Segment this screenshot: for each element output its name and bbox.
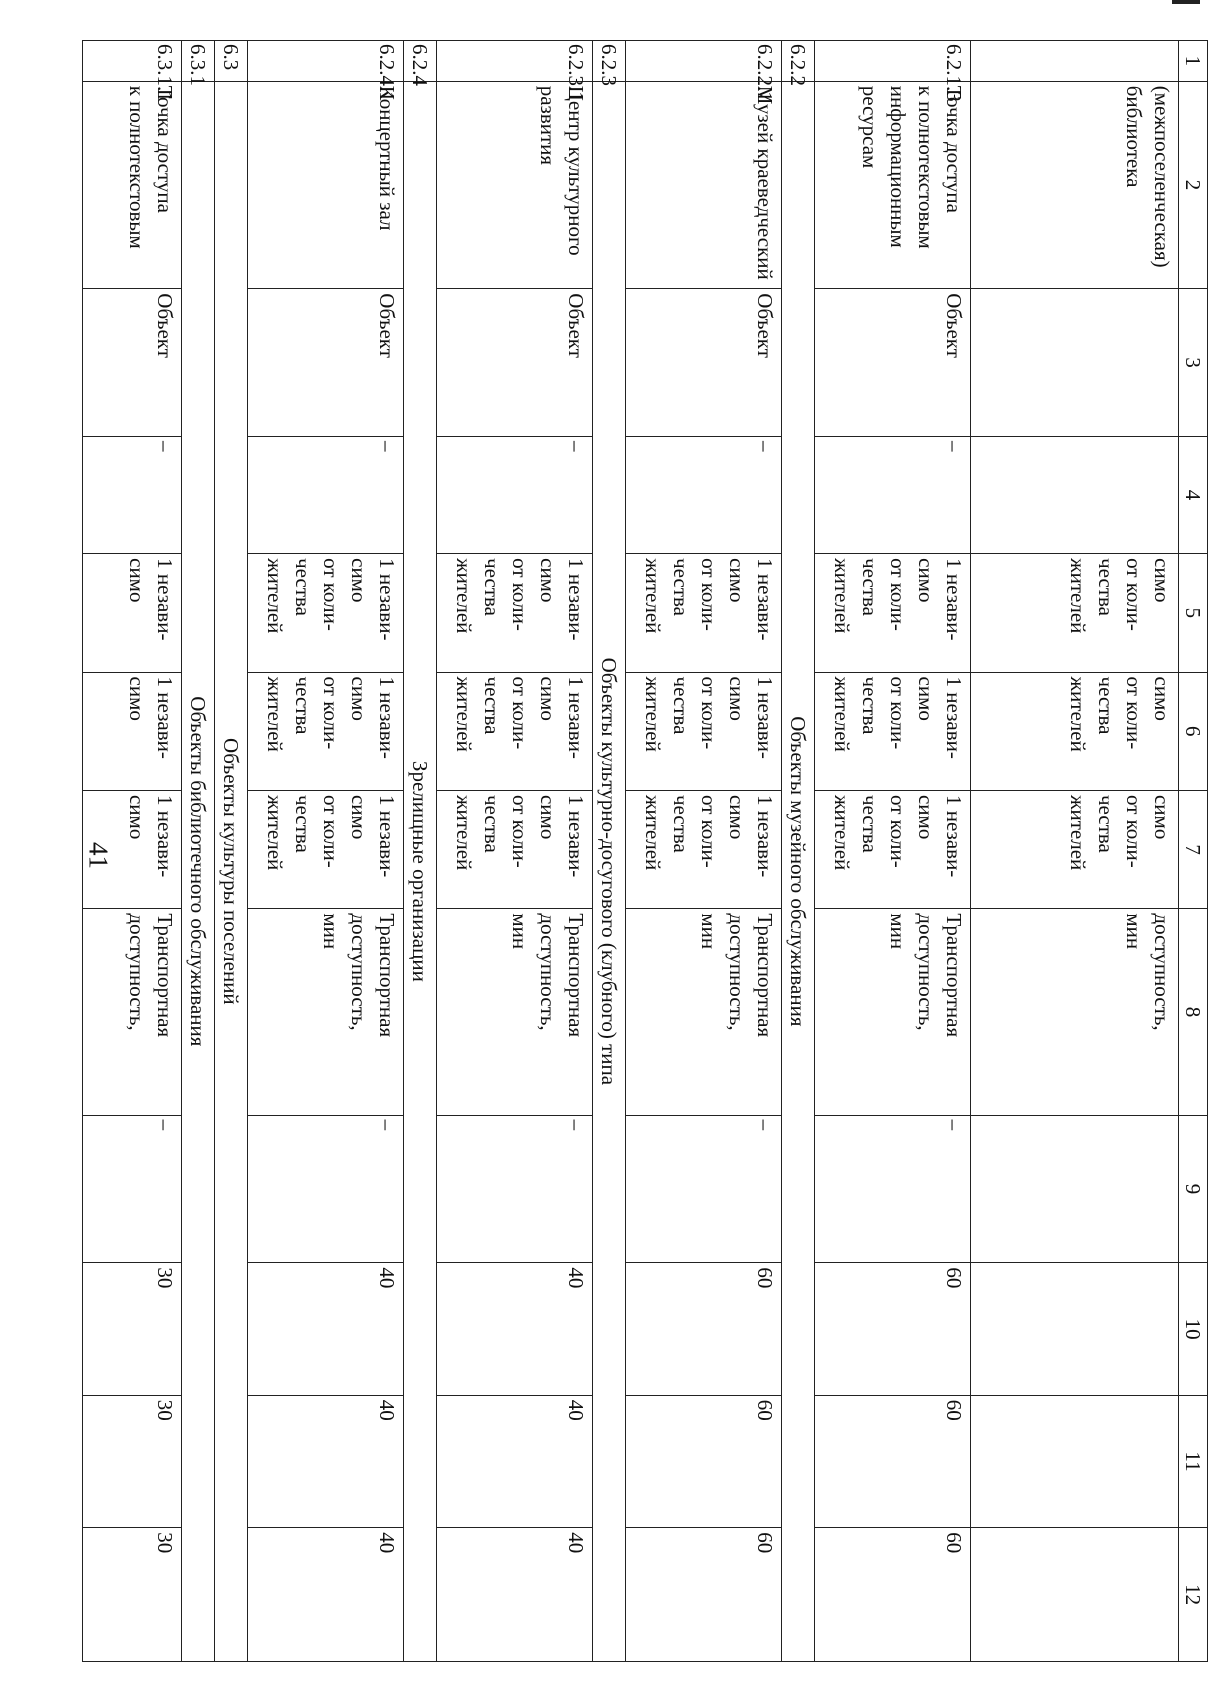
cell-text: Транспортная доступность, мин <box>886 913 966 1038</box>
table-cell-col-1 <box>626 41 782 102</box>
table-cell-col-12 <box>248 1528 404 1662</box>
cell-text: 6.2.2.1 <box>753 44 777 102</box>
column-number-3: 3 <box>1179 289 1208 437</box>
cell-text: 60 <box>942 1532 966 1554</box>
table-cell-col-2 <box>971 81 1179 289</box>
cell-text: 1 незави- симо от коли- чества жителей <box>263 794 399 878</box>
section-row <box>782 41 815 1662</box>
cell-text: 6.2.4.1 <box>375 44 399 102</box>
cell-text: – <box>153 1119 177 1131</box>
table-cell-col-2 <box>626 81 782 289</box>
table-cell-col-10 <box>248 1263 404 1395</box>
table-cell-col-12 <box>815 1528 971 1662</box>
cell-text: Точка доступа к полнотекстовым информационным ресурсам <box>858 85 966 249</box>
table-cell-col-2 <box>248 81 404 289</box>
table-cell-col-9 <box>626 1115 782 1263</box>
cell-text: 1 незави- симо от коли- чества жителей <box>641 794 777 878</box>
cell-text: Точка доступа к полнотекстовым <box>125 85 177 249</box>
cell-text: – <box>753 1119 777 1131</box>
cell-text: 1 незави- симо <box>125 676 177 759</box>
column-number-12: 12 <box>1179 1528 1208 1662</box>
cell-text: – <box>564 1119 588 1131</box>
table-cell-col-9 <box>248 1115 404 1263</box>
cell-text: 30 <box>153 1399 177 1421</box>
column-number-9: 9 <box>1179 1115 1208 1263</box>
column-number-4: 4 <box>1179 436 1208 553</box>
cell-text: Транспортная доступность, мин <box>697 913 777 1038</box>
page-number: 41 <box>83 842 114 869</box>
table-cell-col-6 <box>83 672 182 790</box>
table-cell-col-1 <box>248 41 404 102</box>
table-cell-col-7 <box>83 790 182 908</box>
table-cell-col-4 <box>815 436 971 553</box>
table-cell-col-11 <box>815 1395 971 1527</box>
table-cell-col-8 <box>248 909 404 1115</box>
table-cell-col-1 <box>971 41 1179 82</box>
table-cell-col-9 <box>83 1115 182 1263</box>
section-code: 6.2.4 <box>404 41 437 82</box>
cell-text: 1 незави- симо <box>125 558 177 641</box>
cell-text: 40 <box>564 1532 588 1554</box>
table-cell-col-3 <box>626 289 782 437</box>
section-code: 6.2.3 <box>593 41 626 82</box>
table-cell-col-8 <box>626 909 782 1115</box>
cell-text: – <box>375 1119 399 1131</box>
table-cell-col-10 <box>626 1263 782 1395</box>
cell-text: 40 <box>375 1267 399 1289</box>
table-cell-col-7 <box>437 790 593 908</box>
table-row <box>971 41 1179 1662</box>
cell-text: 6.2.1.3 <box>942 44 966 102</box>
table-cell-col-12 <box>437 1528 593 1662</box>
cell-text: 30 <box>153 1532 177 1554</box>
cell-text: – <box>564 440 588 452</box>
table-cell-col-3 <box>437 289 593 437</box>
table-cell-col-11 <box>83 1395 182 1527</box>
cell-text: Концертный зал <box>375 85 399 231</box>
table-cell-col-10 <box>971 1263 1179 1395</box>
table-cell-col-3 <box>83 289 182 437</box>
table-body <box>83 41 1208 1662</box>
table-cell-col-1 <box>815 41 971 102</box>
table-cell-col-7 <box>815 790 971 908</box>
cell-text: 1 незави- симо от коли- чества жителей <box>263 558 399 641</box>
section-code: 6.3 <box>215 41 248 82</box>
table-row <box>437 41 593 1662</box>
cell-text: 60 <box>753 1399 777 1421</box>
cell-text: 40 <box>375 1399 399 1421</box>
table-cell-col-5 <box>437 554 593 672</box>
cell-text: 1 незави- симо от коли- чества жителей <box>641 676 777 759</box>
cell-text: доступность, мин <box>1122 913 1174 1031</box>
table-cell-col-5 <box>815 554 971 672</box>
table-row <box>815 41 971 1662</box>
table-cell-col-11 <box>971 1395 1179 1527</box>
cell-text: Объект <box>753 293 777 358</box>
table-cell-col-8 <box>83 909 182 1115</box>
table-cell-col-1 <box>437 41 593 102</box>
table-cell-col-7 <box>626 790 782 908</box>
table-cell-col-4 <box>248 436 404 553</box>
cell-text: 6.3.1.1 <box>153 44 177 102</box>
table-row <box>83 41 182 1662</box>
cell-text: Транспортная доступность, <box>125 913 177 1038</box>
table-cell-col-11 <box>437 1395 593 1527</box>
table-cell-col-4 <box>437 436 593 553</box>
table-cell-col-11 <box>248 1395 404 1527</box>
table-cell-col-4 <box>626 436 782 553</box>
table-cell-col-3 <box>971 289 1179 437</box>
table-cell-col-11 <box>626 1395 782 1527</box>
table-cell-col-10 <box>815 1263 971 1395</box>
table-cell-col-4 <box>83 436 182 553</box>
cell-text: Транспортная доступность, мин <box>508 913 588 1038</box>
table-row <box>626 41 782 1662</box>
cell-text: 1 незави- симо от коли- чества жителей <box>452 676 588 759</box>
cell-text: 1 незави- симо от коли- чества жителей <box>830 676 966 759</box>
section-code: 6.3.1 <box>182 41 215 82</box>
cell-text: Центр культурного развития <box>536 85 588 256</box>
table-cell-col-5 <box>626 554 782 672</box>
section-title: Объекты культурно-досугового (клубного) типа <box>593 81 626 1661</box>
cell-text: – <box>753 440 777 452</box>
table-cell-col-6 <box>971 672 1179 790</box>
cell-text: симо от коли- чества жителей <box>1066 558 1174 634</box>
cell-text: 1 незави- симо от коли- чества жителей <box>452 558 588 641</box>
column-number-10: 10 <box>1179 1263 1208 1395</box>
column-number-5: 5 <box>1179 554 1208 672</box>
cell-text: 60 <box>942 1267 966 1289</box>
section-row <box>215 41 248 1662</box>
cell-text: – <box>942 440 966 452</box>
table-cell-col-12 <box>971 1528 1179 1662</box>
cell-text: 1 незави- симо от коли- чества жителей <box>263 676 399 759</box>
cell-text: 40 <box>564 1267 588 1289</box>
table-cell-col-12 <box>83 1528 182 1662</box>
section-row <box>404 41 437 1662</box>
cell-text: Объект <box>942 293 966 358</box>
section-title: Объекты культуры поселений <box>215 81 248 1661</box>
section-title: Зрелищные организации <box>404 81 437 1661</box>
table-cell-col-8 <box>437 909 593 1115</box>
cell-text: 60 <box>942 1399 966 1421</box>
cell-text: Объект <box>153 293 177 358</box>
table-cell-col-1 <box>83 41 182 102</box>
cell-text: Объект <box>564 293 588 358</box>
table-cell-col-9 <box>437 1115 593 1263</box>
rotated-page-content <box>112 40 1208 1662</box>
table-cell-col-4 <box>971 436 1179 553</box>
section-row <box>182 41 215 1662</box>
table-row <box>248 41 404 1662</box>
section-title: Объекты библиотечного обслуживания <box>182 81 215 1661</box>
table-cell-col-6 <box>626 672 782 790</box>
table-cell-col-5 <box>971 554 1179 672</box>
cell-text: (межпоселенческая) библиотека <box>1122 85 1174 268</box>
table-cell-col-10 <box>437 1263 593 1395</box>
table-cell-col-3 <box>815 289 971 437</box>
table-cell-col-5 <box>83 554 182 672</box>
column-number-11: 11 <box>1179 1395 1208 1527</box>
cell-text: Объект <box>375 293 399 358</box>
table-cell-col-3 <box>248 289 404 437</box>
cell-text: симо от коли- чества жителей <box>1066 794 1174 871</box>
table-cell-col-8 <box>815 909 971 1115</box>
table-cell-col-9 <box>971 1115 1179 1263</box>
cell-text: 40 <box>375 1532 399 1554</box>
table-cell-col-6 <box>248 672 404 790</box>
cell-text: Музей краеведческий <box>753 85 777 280</box>
section-row <box>593 41 626 1662</box>
cell-text: 6.2.3.1 <box>564 44 588 102</box>
table-cell-col-12 <box>626 1528 782 1662</box>
column-number-2: 2 <box>1179 81 1208 289</box>
column-number-7: 7 <box>1179 790 1208 908</box>
scan-edge-mark <box>1172 0 1200 4</box>
table-header-row <box>1179 41 1208 1662</box>
cell-text: 30 <box>153 1267 177 1289</box>
table-cell-col-2 <box>815 81 971 289</box>
table-cell-col-2 <box>437 81 593 289</box>
cell-text: симо от коли- чества жителей <box>1066 676 1174 752</box>
table-cell-col-8 <box>971 909 1179 1115</box>
column-number-6: 6 <box>1179 672 1208 790</box>
cell-text: – <box>153 440 177 452</box>
cell-text: 1 незави- симо от коли- чества жителей <box>830 558 966 641</box>
cell-text: 1 незави- симо от коли- чества жителей <box>452 794 588 878</box>
section-code: 6.2.2 <box>782 41 815 82</box>
column-number-8: 8 <box>1179 909 1208 1115</box>
cell-text: 60 <box>753 1267 777 1289</box>
table-cell-col-9 <box>815 1115 971 1263</box>
cell-text: Транспортная доступность, мин <box>319 913 399 1038</box>
cell-text: 1 незави- симо от коли- чества жителей <box>641 558 777 641</box>
column-number-1: 1 <box>1179 41 1208 82</box>
cell-text: 40 <box>564 1399 588 1421</box>
cell-text: 1 незави- симо <box>125 794 177 878</box>
norms-table <box>82 40 1208 1662</box>
table-cell-col-6 <box>437 672 593 790</box>
table-cell-col-10 <box>83 1263 182 1395</box>
table-cell-col-6 <box>815 672 971 790</box>
cell-text: 60 <box>753 1532 777 1554</box>
table-cell-col-2 <box>83 81 182 289</box>
table-cell-col-7 <box>248 790 404 908</box>
cell-text: – <box>942 1119 966 1131</box>
cell-text: – <box>375 440 399 452</box>
cell-text: 1 незави- симо от коли- чества жителей <box>830 794 966 878</box>
table-cell-col-5 <box>248 554 404 672</box>
table-cell-col-7 <box>971 790 1179 908</box>
section-title: Объекты музейного обслуживания <box>782 81 815 1661</box>
